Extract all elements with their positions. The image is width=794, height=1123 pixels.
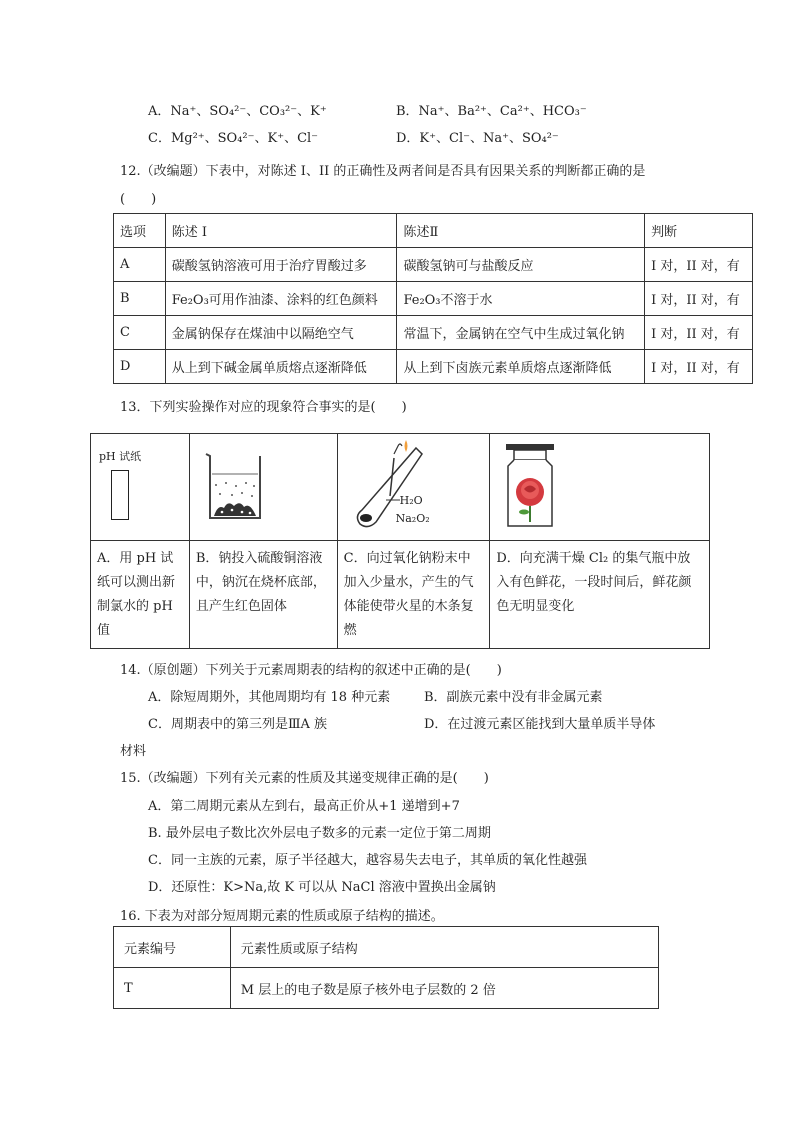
gas-bottle-flower-icon xyxy=(504,442,556,530)
figure-beaker xyxy=(189,434,337,541)
table-cell: I 对，II 对，有 xyxy=(645,248,753,282)
q13-table xyxy=(90,433,710,649)
q13-description-row xyxy=(91,541,710,649)
table-cell: 常温下，金属钠在空气中生成过氧化钠 xyxy=(397,316,645,350)
q12-table xyxy=(113,213,753,384)
table-cell: D xyxy=(114,350,166,384)
table-cell: A xyxy=(114,248,166,282)
table-cell: 碳酸氢钠可与盐酸反应 xyxy=(397,248,645,282)
table-cell: I 对，II 对，有 xyxy=(645,282,753,316)
table-row xyxy=(114,248,753,282)
q13-option-b: B．钠投入硫酸铜溶液中，钠沉在烧杯底部，且产生红色固体 xyxy=(189,541,337,649)
table-cell: I 对，II 对，有 xyxy=(645,350,753,384)
table-cell: 碳酸氢钠溶液可用于治疗胃酸过多 xyxy=(165,248,397,282)
table-row xyxy=(114,282,753,316)
h2o-label: H₂O xyxy=(399,494,423,507)
q14-option-d-continued: 材料 xyxy=(120,744,147,759)
q13-option-c: C．向过氧化钠粉末中加入少量水，产生的气体能使带火星的木条复燃 xyxy=(337,541,490,649)
table-header-cell: 陈述 I xyxy=(165,214,397,248)
q16-table xyxy=(113,926,659,1009)
q11-option-a: A．Na⁺、SO₄²⁻、CO₃²⁻、K⁺ xyxy=(148,104,327,119)
table-cell: T xyxy=(114,968,231,1009)
na2o2-label: Na₂O₂ xyxy=(395,512,430,525)
q12-stem: 12.（改编题）下表中，对陈述 I、II 的正确性及两者间是否具有因果关系的判断都正确的是 xyxy=(120,164,646,179)
q13-figure-row xyxy=(91,434,710,541)
table-cell: Fe₂O₃不溶于水 xyxy=(397,282,645,316)
q15-option-d: D．还原性：K>Na,故 K 可以从 NaCl 溶液中置换出金属钠 xyxy=(148,880,496,895)
table-header-cell: 判断 xyxy=(645,214,753,248)
table-header-cell: 陈述Ⅱ xyxy=(397,214,645,248)
beaker-icon xyxy=(202,450,266,522)
q12-paren: ( ) xyxy=(120,192,157,207)
table-cell: I 对，II 对，有 xyxy=(645,316,753,350)
q16-stem: 16. 下表为对部分短周期元素的性质或原子结构的描述。 xyxy=(120,909,444,924)
q15-option-a: A．第二周期元素从左到右，最高正价从+1 递增到+7 xyxy=(148,799,460,814)
table-row xyxy=(114,968,659,1009)
q13-stem: 13．下列实验操作对应的现象符合事实的是( ) xyxy=(120,400,407,415)
figure-ph-paper xyxy=(91,434,190,541)
table-header-row xyxy=(114,214,753,248)
ph-paper-strip-icon xyxy=(111,470,129,520)
ph-paper-label: pH 试纸 xyxy=(99,450,142,463)
table-cell: Fe₂O₃可用作油漆、涂料的红色颜料 xyxy=(165,282,397,316)
table-header-cell: 元素性质或原子结构 xyxy=(230,927,658,968)
table-cell: C xyxy=(114,316,166,350)
table-header-row xyxy=(114,927,659,968)
table-header-cell: 选项 xyxy=(114,214,166,248)
q15-option-b: B. 最外层电子数比次外层电子数多的元素一定位于第二周期 xyxy=(148,826,491,841)
q11-option-c: C．Mg²⁺、SO₄²⁻、K⁺、Cl⁻ xyxy=(148,131,319,146)
table-row xyxy=(114,350,753,384)
q14-stem: 14.（原创题）下列关于元素周期表的结构的叙述中正确的是( ) xyxy=(120,663,502,678)
table-header-cell: 元素编号 xyxy=(114,927,231,968)
figure-gas-bottle xyxy=(490,434,710,541)
q13-option-d: D．向充满干燥 Cl₂ 的集气瓶中放入有色鲜花，一段时间后，鲜花颜色无明显变化 xyxy=(490,541,710,649)
table-cell: M 层上的电子数是原子核外电子层数的 2 倍 xyxy=(230,968,658,1009)
table-cell: B xyxy=(114,282,166,316)
q11-option-b: B．Na⁺、Ba²⁺、Ca²⁺、HCO₃⁻ xyxy=(396,104,587,119)
q13-option-a: A．用 pH 试纸可以测出新制氯水的 pH 值 xyxy=(91,541,190,649)
q14-option-d: D．在过渡元素区能找到大量单质半导体 xyxy=(424,717,656,732)
table-cell: 从上到下卤族元素单质熔点逐渐降低 xyxy=(397,350,645,384)
table-cell: 从上到下碱金属单质熔点逐渐降低 xyxy=(165,350,397,384)
table-row xyxy=(114,316,753,350)
q15-stem: 15.（改编题）下列有关元素的性质及其递变规律正确的是( ) xyxy=(120,771,489,786)
q14-option-c: C．周期表中的第三列是ⅢA 族 xyxy=(148,717,328,732)
figure-test-tube xyxy=(337,434,490,541)
q14-option-b: B．副族元素中没有非金属元素 xyxy=(424,690,603,705)
q14-option-a: A．除短周期外，其他周期均有 18 种元素 xyxy=(148,690,391,705)
q11-option-d: D．K⁺、Cl⁻、Na⁺、SO₄²⁻ xyxy=(396,131,559,146)
table-cell: 金属钠保存在煤油中以隔绝空气 xyxy=(165,316,397,350)
q15-option-c: C．同一主族的元素，原子半径越大，越容易失去电子，其单质的氧化性越强 xyxy=(148,853,587,868)
